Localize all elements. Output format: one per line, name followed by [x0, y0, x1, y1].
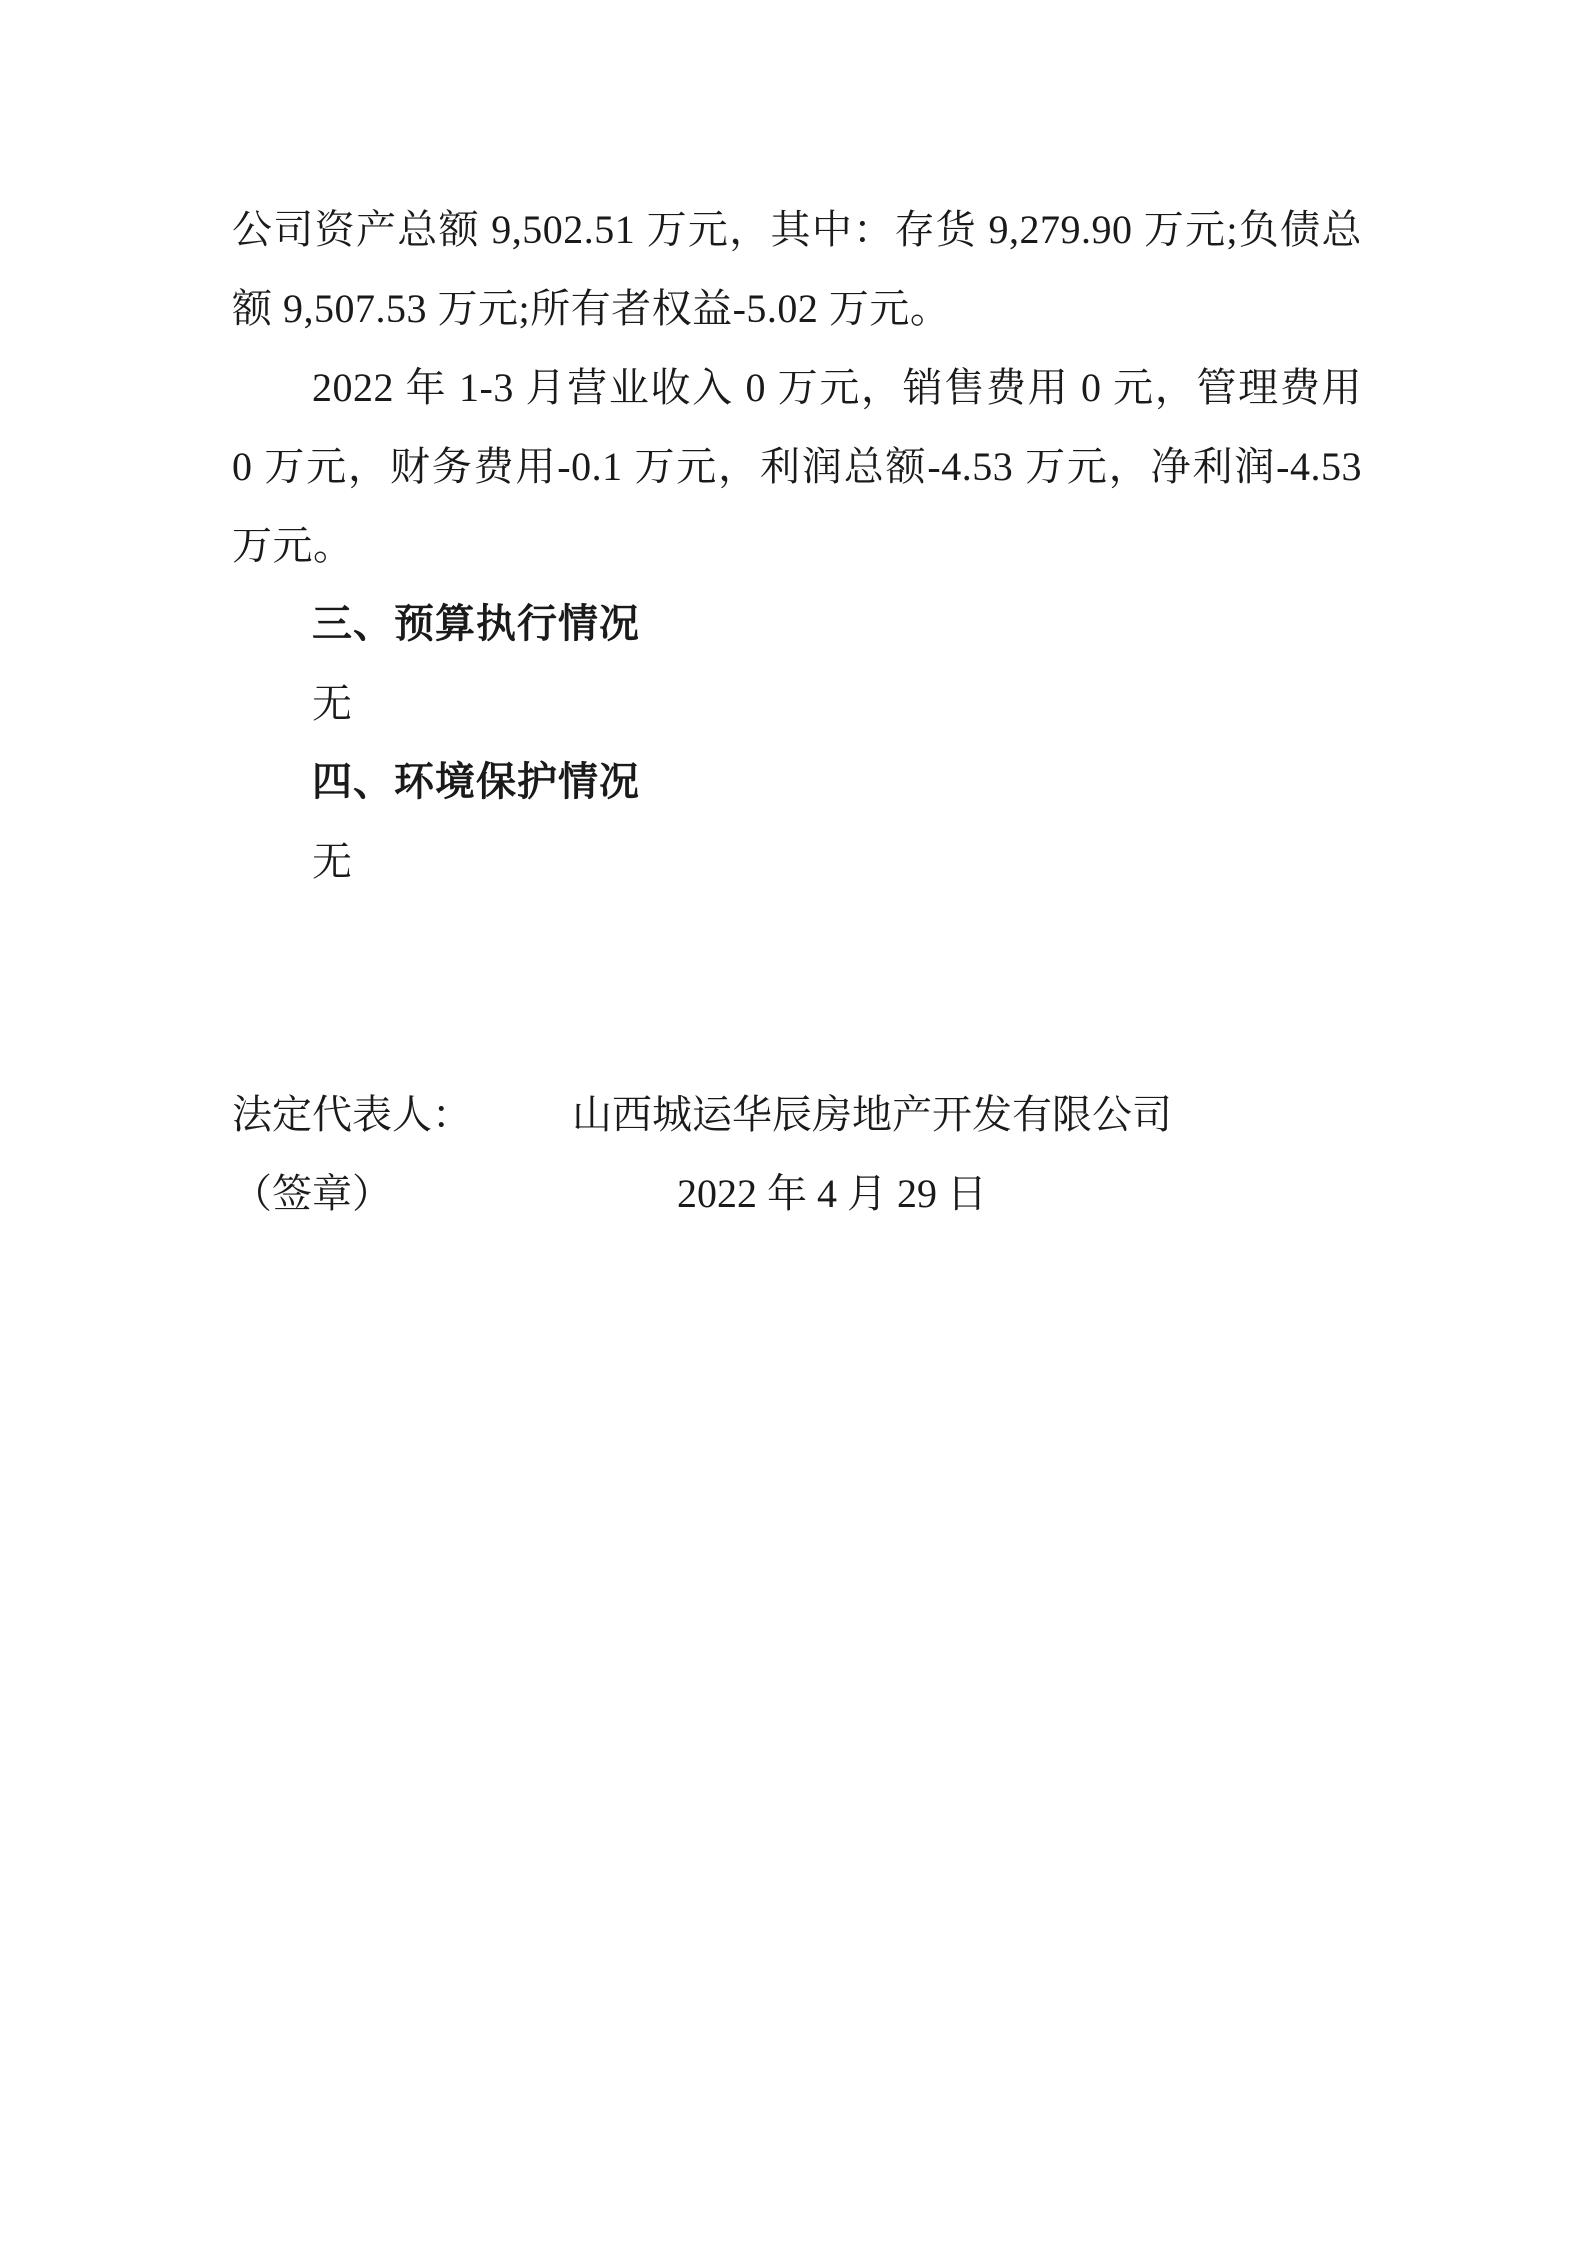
signature-row-name: [232, 1075, 1362, 1154]
assets-paragraph: 公司资产总额 9,502.51 万元，其中：存货 9,279.90 万元;负债总额 9,507.53 万元;所有者权益-5.02 万元。: [232, 207, 1362, 331]
signature-row-date: [232, 1154, 1362, 1233]
section-heading-budget-execution: 三、预算执行情况: [312, 601, 640, 647]
legal-representative-label: 法定代表人：: [232, 1092, 472, 1137]
signature-date: 2022 年 4 月 29 日: [677, 1171, 987, 1216]
company-name: 山西城运华辰房地产开发有限公司: [572, 1092, 1172, 1137]
income-paragraph: 2022 年 1-3 月营业收入 0 万元，销售费用 0 元，管理费用 0 万元，财务费用-0.1 万元，利润总额-4.53 万元，净利润-4.53 万元。: [232, 365, 1373, 568]
section-heading-environmental-protection: 四、环境保护情况: [312, 759, 640, 805]
section-body-environmental-protection: 无: [312, 839, 352, 884]
document-body: [232, 190, 1373, 901]
section-body-budget-execution: 无: [312, 681, 352, 726]
signature-block: [232, 1075, 1362, 1233]
seal-label: （签章）: [232, 1171, 392, 1216]
